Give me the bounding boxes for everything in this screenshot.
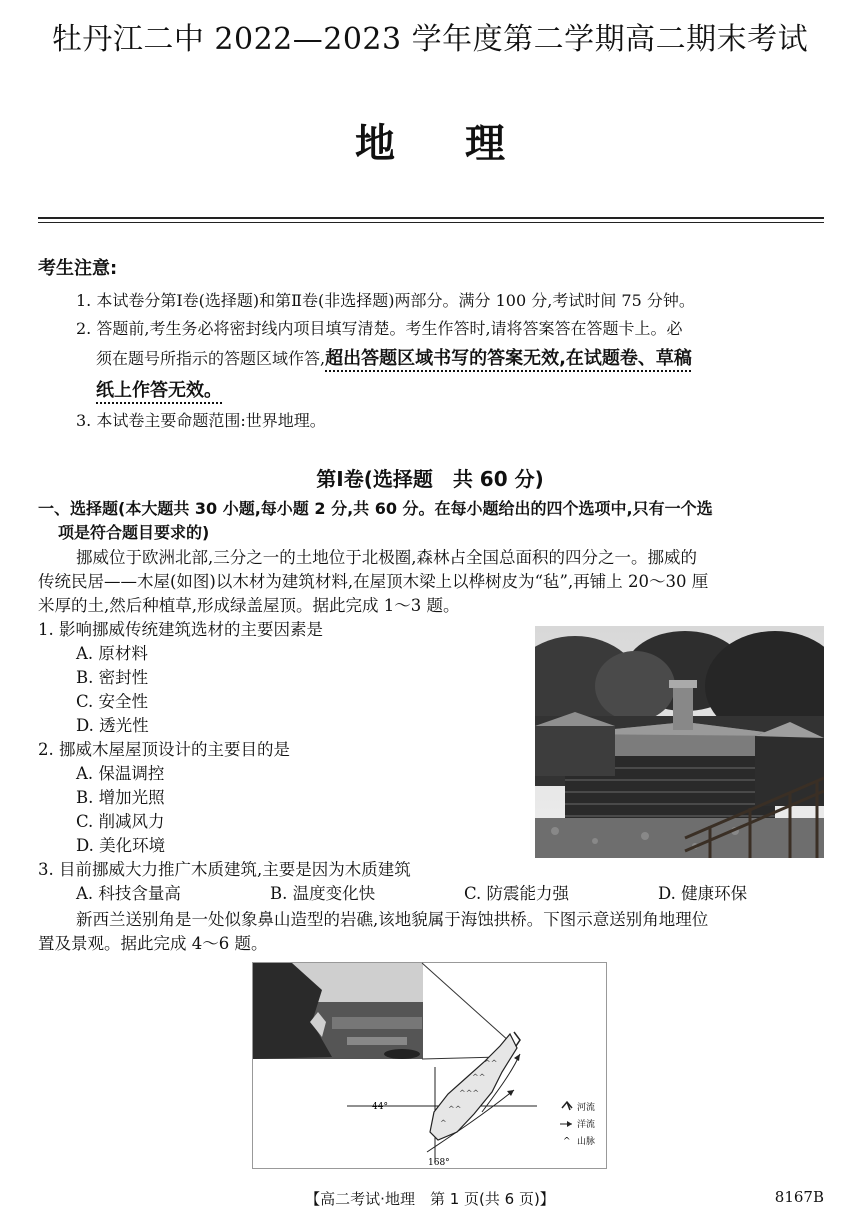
longitude-label: 168°	[428, 1158, 450, 1168]
q2-stem: 2. 挪威木屋屋顶设计的主要目的是	[38, 740, 290, 759]
legend-mountain-label: 山脉	[577, 1137, 596, 1147]
notice-title: 考生注意:	[38, 258, 118, 279]
section-heading: 一、选择题(本大题共 30 小题,每小题 2 分,共 60 分。在每小题给出的四个选项中,只有一个选	[38, 499, 713, 518]
q2-option-b: B. 增加光照	[76, 788, 165, 807]
q1-stem: 1. 影响挪威传统建筑选材的主要因素是	[38, 620, 323, 639]
mountain-legend-icon: ^	[563, 1137, 571, 1147]
q1-option-d: D. 透光性	[76, 716, 149, 735]
passage2-line1: 新西兰送别角是一处似象鼻山造型的岩礁,该地貌属于海蚀拱桥。下图示意送别角地理位	[76, 910, 709, 929]
svg-text:^^: ^^	[448, 1105, 462, 1114]
notice-item-2b-plain: 须在题号所指示的答题区域作答,	[96, 349, 326, 368]
svg-text:^^: ^^	[472, 1073, 486, 1082]
exam-title: 牡丹江二中 2022—2023 学年度第二学期高二期末考试	[51, 22, 809, 57]
passage1-line3: 米厚的土,然后种植草,形成绿盖屋顶。据此完成 1～3 题。	[38, 596, 460, 615]
q2-option-c: C. 削减风力	[76, 812, 165, 831]
q3-stem: 3. 目前挪威大力推广木质建筑,主要是因为木质建筑	[38, 860, 411, 879]
q3-option-c: C. 防震能力强	[464, 884, 570, 903]
q3-option-d: D. 健康环保	[658, 884, 748, 903]
notice-item-3: 3. 本试卷主要命题范围:世界地理。	[76, 411, 326, 430]
svg-text:^^: ^^	[484, 1059, 498, 1068]
header-rule	[38, 217, 824, 219]
q2-option-a: A. 保温调控	[76, 764, 165, 783]
latitude-label: 44°	[372, 1102, 388, 1112]
header-rule-thin	[38, 222, 824, 223]
subject-title: 地理	[355, 121, 575, 167]
notice-item-1: 1. 本试卷分第Ⅰ卷(选择题)和第Ⅱ卷(非选择题)两部分。满分 100 分,考试时间 75 分钟。	[76, 291, 695, 310]
q3-option-a: A. 科技含量高	[76, 884, 181, 903]
notice-emphasis-1: 超出答题区域书写的答案无效,在试题卷、草稿	[325, 348, 692, 369]
q1-option-c: C. 安全性	[76, 692, 149, 711]
q3-option-b: B. 温度变化快	[270, 884, 376, 903]
part1-title: 第Ⅰ卷(选择题 共 60 分)	[316, 467, 544, 491]
passage1-line1: 挪威位于欧洲北部,三分之一的土地位于北极圈,森林占全国总面积的四分之一。挪威的	[76, 548, 697, 567]
legend-river-label: 河流	[577, 1103, 596, 1113]
legend-current-label: 洋流	[577, 1120, 596, 1130]
wooden-house-photo	[535, 626, 824, 858]
sea-arch-photo	[253, 963, 423, 1059]
q2-option-d: D. 美化环境	[76, 836, 166, 855]
notice-emphasis-2: 纸上作答无效。	[96, 380, 222, 401]
notice-item-2c	[96, 376, 222, 402]
q1-option-a: A. 原材料	[76, 644, 148, 663]
farewell-spit-figure	[252, 962, 607, 1169]
passage1-line2: 传统民居——木屋(如图)以木材为建筑材料,在屋顶木梁上以桦树皮为“毡”,再铺上 20～30 厘	[38, 572, 709, 591]
svg-text:^^^: ^^^	[459, 1089, 480, 1098]
page-footer: 【高二考试·地理 第 1 页(共 6 页)】	[305, 1190, 555, 1208]
notice-item-2a: 2. 答题前,考生务必将密封线内项目填写清楚。考生作答时,请将答案答在答题卡上。必	[76, 319, 683, 338]
section-heading-cont: 项是符合题目要求的)	[58, 523, 210, 542]
paper-code: 8167B	[774, 1188, 824, 1206]
svg-text:^: ^	[440, 1119, 447, 1128]
q1-option-b: B. 密封性	[76, 668, 149, 687]
notice-item-2b	[96, 344, 692, 370]
passage2-line2: 置及景观。据此完成 4～6 题。	[38, 934, 268, 953]
